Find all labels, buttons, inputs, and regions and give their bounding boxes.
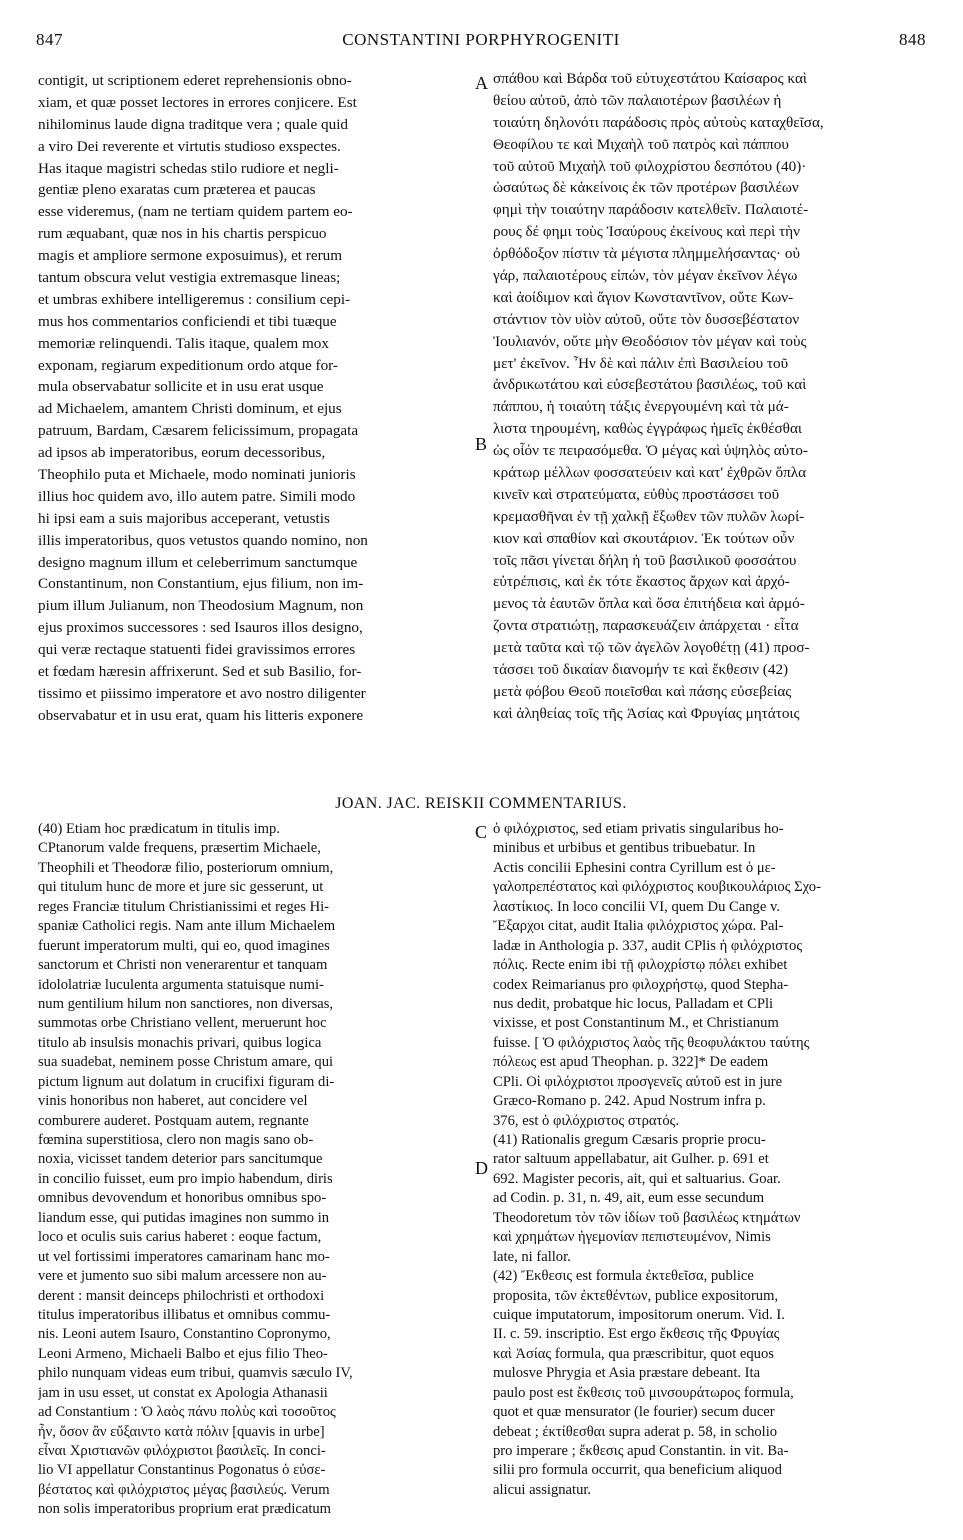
latin-text-column — [38, 70, 471, 727]
text-line: illius hoc quidem avo, illo autem patre. Simili modo — [38, 487, 356, 505]
text-line: in concilio fuisset, eum pro impio habendum, diris — [38, 1170, 333, 1187]
text-line: jam in usu esset, ut constat ex Apologia Athanasii — [38, 1384, 328, 1401]
text-line: Constantinum, non Constantium, ejus filium, non im- — [38, 575, 364, 593]
text-line: Theophili et Theodoræ filio, posteriorum omnium, — [38, 859, 334, 876]
text-line: summotas orbe Christiano vellent, meruerunt hoc — [38, 1015, 327, 1032]
greek-text-column — [493, 68, 933, 725]
text-line: pro imperare ; ἔκθεσις apud Constantin. in vit. Ba- — [493, 1443, 789, 1459]
text-line: ad ipsos ab imperatoribus, eorum decessoribus, — [38, 444, 326, 462]
margin-marker-a: A — [475, 73, 488, 93]
text-line: κινεῖν καὶ στρατεύματα, εὐθὺς προστάσσει τοῦ — [493, 485, 780, 503]
text-line: μενος τὰ ἑαυτῶν ὅπλα καὶ ὅσα ἐπιτήδεια καὶ ἁρμό- — [493, 595, 805, 613]
margin-marker-c: C — [475, 822, 488, 842]
text-line: (40) Etiam hoc prædicatum in titulis imp. — [38, 821, 280, 837]
text-line: Ἰουλιανόν, οὔτε μὴν Θεοδόσιον τὸν μέγαν καὶ τοὺς — [493, 332, 807, 350]
text-line: qui titulum hunc de more et jure sic gesserunt, ut — [38, 879, 324, 896]
text-line: comburere auderet. Postquam autem, regnante — [38, 1112, 309, 1129]
text-line: pium illum Julianum, non Theodosium Magnum, non — [38, 597, 364, 615]
text-line: II. c. 59. inscriptio. Est ergo ἔκθεσις τῆς Φρυγίας — [493, 1326, 780, 1343]
text-line: alicui assignatur. — [493, 1481, 592, 1498]
text-line: contigit, ut scriptionem ederet reprehensionis obno- — [38, 72, 352, 89]
text-line: CPtanorum valde frequens, præsertim Michaele, — [38, 840, 321, 857]
text-line: spaniæ Catholici regis. Nam ante illum Michaelem — [38, 918, 336, 935]
page-number-left: 847 — [36, 30, 63, 49]
text-line: Leoni Armeno, Michaeli Balbo et ejus filio Theo- — [38, 1345, 328, 1362]
text-line: rator saltuum appellabatur, ait Gulher. p. 691 et — [493, 1151, 769, 1168]
text-line: illis imperatoribus, quos vetustos quando nomino, non — [38, 531, 368, 549]
text-line: Græco-Romano p. 242. Apud Nostrum infra p. — [493, 1093, 766, 1110]
text-line: mula observabatur sollicite et in usu erat usque — [38, 378, 324, 396]
text-line: CPli. Οἱ φιλόχριστοι προσγενεῖς αὐτοῦ est in jure — [493, 1073, 783, 1090]
text-line: ad Michaelem, amantem Christi dominum, et ejus — [38, 400, 342, 418]
text-line: λαστίκιος. In loco concilii VI, quem Du Cange v. — [493, 898, 780, 915]
margin-marker-b: B — [475, 434, 488, 454]
text-line: rum æquabant, quæ nos in his chartis perspicuo — [38, 225, 327, 243]
text-line: Has itaque magistri schedas stilo rudiore et negli- — [38, 159, 339, 177]
text-line: τοιαύτη δηλονότι παράδοσις πρὸς αὐτοὺς καταχθεῖσα, — [493, 113, 824, 131]
text-line: tantum obscura velut vestigia extremasque lineas; — [38, 269, 341, 287]
text-line: vere et jumento suo sibi malum arcessere non au- — [38, 1268, 327, 1285]
text-line: ejus proximos successores : sed Isauros illos designo, — [38, 619, 363, 637]
text-line: κρεμασθῆναι ἐν τῇ χαλκῇ ἔξωθεν τῶν πυλῶν λωρί- — [493, 507, 805, 525]
text-line: fuerunt imperatorum multi, qui eo, quod imagines — [38, 937, 330, 954]
text-line: τάσσει τοῦ δικαίαν διανομήν τε καὶ ἔκθεσιν (42) — [493, 661, 789, 679]
text-line: πόλις. Recte enim ibi τῇ φιλοχρίστῳ πόλει exhibet — [493, 957, 788, 974]
text-line: titulo ab insulsis monachis privari, quibus logica — [38, 1034, 322, 1051]
text-line: λιστα τηρουμένη, καθὼς ἐγγράφως ἡμεῖς ἐκθέσθαι — [493, 420, 802, 438]
text-line: εὐτρέπισις, καὶ ἐκ τότε ἕκαστος ἄρχων καὶ ἀρχό- — [493, 573, 790, 591]
text-line: γαλοπρεπέστατος καὶ φιλόχριστος κουβικουλάριος Σχο- — [493, 879, 821, 896]
text-line: μετ' ἐκεῖνον. Ἦν δὲ καὶ πάλιν ἐπὶ Βασιλείου τοῦ — [493, 354, 789, 372]
text-line: tissimo et piissimo imperatore et avo nostro diligenter — [38, 684, 366, 702]
text-line: cuique imputatorum, impositorum onerum. Vid. I. — [493, 1306, 785, 1323]
text-line: μετὰ ταῦτα καὶ τῷ τῶν ἀγελῶν λογοθέτῃ (41) προσ- — [493, 639, 810, 657]
text-line: patruum, Bardam, Cæsarem felicissimum, propagata — [38, 422, 359, 440]
text-line: Ἔξαρχοι citat, audit Italia φιλόχριστος χώρα. Pal- — [493, 918, 784, 935]
commentary-right-column — [493, 820, 933, 1500]
text-line: (41) Rationalis gregum Cæsaris proprie procu- — [493, 1132, 766, 1148]
text-line: 692. Magister pecoris, ait, qui et saltuarius. Goar. — [493, 1170, 781, 1187]
text-line: (42) Ἔκθεσις est formula ἐκτεθεῖσα, publice — [493, 1268, 754, 1285]
text-line: philo nunquam videas eum tribui, quamvis sæculo IV, — [38, 1365, 353, 1382]
text-line: paulo post est ἔκθεσις τοῦ μινσουράτωρος formula, — [493, 1384, 794, 1401]
text-line: idololatriæ luculenta argumenta statuisque numi- — [38, 976, 324, 993]
text-line: memoriæ relinquendi. Talis itaque, qualem mox — [38, 334, 329, 352]
text-line: xiam, et quæ posset lectores in errores conjicere. Est — [38, 93, 357, 111]
text-line: θείου αὐτοῦ, ἀπὸ τῶν παλαιοτέρων βασιλέων ἡ — [493, 91, 782, 109]
text-line: καὶ Ἀσίας formula, qua præscribitur, quot equos — [493, 1345, 774, 1362]
text-line: καὶ χρημάτων ἡγεμονίαν πεπιστευμένον, Nimis — [493, 1229, 771, 1246]
text-line: liandum esse, qui putidas imagines non summo in — [38, 1209, 330, 1226]
text-line: esse videremus, (nam ne tertiam quidem partem eo- — [38, 203, 353, 221]
margin-marker-d: D — [475, 1158, 488, 1178]
text-line: μετὰ φόβου Θεοῦ ποιεῖσθαι καὶ πάσης εὐσεβείας — [493, 682, 792, 700]
text-line: et umbras exhibere intelligeremus : consilium cepi- — [38, 290, 351, 308]
text-line: late, ni fallor. — [493, 1248, 571, 1265]
commentary-heading: JOAN. JAC. REISKII COMMENTARIUS. — [335, 795, 627, 812]
text-line: sanctorum et Christi non venerarentur et tanquam — [38, 957, 328, 974]
text-line: non solis imperatoribus proprium erat prædicatum — [38, 1501, 332, 1518]
text-line: observabatur et in usu erat, quam his litteris exponere — [38, 706, 364, 724]
commentary-left-column — [38, 820, 472, 1520]
page-header — [36, 30, 926, 54]
text-line: ἀνδρικωτάτου καὶ εὐσεβεστάτου βασιλέως, τοῦ καὶ — [493, 376, 807, 394]
text-line: loco et oculis suis carius haberet : eoque factum, — [38, 1229, 322, 1246]
text-line: ἦν, ὅσον ἂν εὔξαιντο κατὰ πόλιν [quavis in urbe] — [38, 1423, 325, 1440]
text-line: noxia, vicisset tandem deterior pars sancitumque — [38, 1151, 323, 1168]
text-line: gentiæ pleno exaratas cum præterea et paucas — [38, 181, 316, 199]
text-line: ut vel fortissimi imperatores camarinam hanc mo- — [38, 1248, 330, 1265]
text-line: ὡς οἷόν τε πειρασόμεθα. Ὁ μέγας καὶ ὑψηλὸς αὐτο- — [493, 442, 808, 460]
text-line: εἶναι Χριστιανῶν φιλόχριστοι βασιλεῖς. In conci- — [38, 1443, 326, 1459]
text-line: πάππου, ἡ τοιαύτη τάξις ἐνεργουμένη καὶ τὰ μά- — [493, 398, 789, 416]
text-line: exponam, regiarum expeditionum ordo atque for- — [38, 356, 338, 374]
text-line: vixisse, et post Constantinum M., et Christianum — [493, 1015, 779, 1032]
text-line: σπάθου καὶ Βάρδα τοῦ εὐτυχεστάτου Καίσαρος καὶ — [493, 70, 807, 87]
text-line: proposita, τῶν ἐκτεθέντων, publice expositorum, — [493, 1287, 779, 1304]
text-line: silii pro formula occurrit, qua beneficium aliquod — [493, 1462, 782, 1479]
text-line: magis et ampliore sermone exposuimus), et rerum — [38, 247, 343, 265]
text-line: quot et quæ mensurator (le fourier) secum ducer — [493, 1404, 775, 1421]
text-line: nus dedit, probatque hic locus, Palladam et CPli — [493, 995, 774, 1012]
text-line: vinis honoribus non haberet, aut concidere vel — [38, 1093, 308, 1110]
text-line: γάρ, παλαιοτέρους εἰπών, τὸν μέγαν ἐκεῖνον λέγω — [493, 267, 798, 285]
text-line: ad Constantium : Ὁ λαὸς πάνυ πολὺς καὶ τοσοῦτος — [38, 1404, 336, 1421]
text-line: codex Reimarianus pro φιλοχρήστῳ, quod Stepha- — [493, 976, 789, 993]
text-line: debeat ; ἐκτίθεσθαι supra aderat p. 58, in scholio — [493, 1423, 778, 1440]
text-line: reges Franciæ titulum Christianissimi et reges Hi- — [38, 898, 330, 915]
text-line: nis. Leoni autem Isauro, Constantino Copronymo, — [38, 1326, 331, 1343]
text-line: τοῖς πᾶσι γίνεται δήλη ἡ τοῦ βασιλικοῦ φοσσάτου — [493, 551, 797, 569]
text-line: omnibus devovendum et honoribus omnibus spo- — [38, 1190, 327, 1207]
text-line: mulosve Phrygia et Asia præstare debeant. Ita — [493, 1365, 761, 1382]
text-line: mus hos commentarios conficiendi et tibi tuæque — [38, 312, 337, 330]
text-line: στάντιον τὸν υἱὸν αὐτοῦ, οὔτε τὸν δυσσεβέστατον — [493, 310, 800, 328]
text-line: ὁ φιλόχριστος, sed etiam privatis singularibus ho- — [493, 821, 784, 837]
text-line: καὶ ἀληθείας τοῖς τῆς Ἀσίας καὶ Φρυγίας μητάτοις — [493, 704, 800, 722]
text-line: βέστατος καὶ φιλόχριστος μέγας βασιλεύς. Verum — [38, 1481, 330, 1498]
text-line: ρους δέ φημι τοὺς Ἰσαύρους ἐκείνους καὶ περὶ τὴν — [493, 223, 800, 241]
text-line: τοῦ αὐτοῦ Μιχαὴλ τοῦ φιλοχρίστου δεσπότου (40)· — [493, 157, 807, 175]
page-number-right: 848 — [899, 30, 926, 49]
text-line: hi ipsi eam a suis majoribus acceperant, vetustis — [38, 509, 330, 527]
text-line: pictum lignum aut dolatum in crucifixi figuram di- — [38, 1073, 335, 1090]
text-line: ad Codin. p. 31, n. 49, ait, eum esse secundum — [493, 1190, 765, 1207]
text-line: ὀρθόδοξον πίστιν τὰ μέγιστα πλημμελήσαντας· οὐ — [493, 245, 800, 263]
text-line: Θεοφίλου τε καὶ Μιχαὴλ τοῦ πατρὸς καὶ πάππου — [493, 135, 789, 153]
text-line: κράτωρ μέλλων φοσσατεύειν καὶ κατ' ἐχθρῶν ὅπλα — [493, 464, 807, 482]
text-line: καὶ ἀοίδιμον καὶ ἅγιον Κωνσταντῖνον, οὔτε Κων- — [493, 288, 794, 306]
text-line: titulus imperatoribus illibatus et omnibus commu- — [38, 1306, 331, 1323]
text-line: fœmina superstitiosa, clero non magis sano ob- — [38, 1132, 314, 1148]
text-line: minibus et urbibus et gentibus tribuebatur. In — [493, 840, 756, 857]
text-line: ζοντα στρατιώτῃ, παρασκευάζειν ἀπάρχεται · εἶτα — [493, 617, 799, 635]
text-line: sua suadebat, neminem posse Christum amare, qui — [38, 1054, 334, 1071]
text-line: qui veræ rectaque statuenti fidei gravissimos errores — [38, 641, 356, 659]
text-line: derent : mansit deinceps philochristi et orthodoxi — [38, 1287, 325, 1304]
text-line: Actis concilii Ephesini contra Cyrillum est ὁ με- — [493, 859, 776, 876]
text-line: lio VI appellatur Constantinus Pogonatus ὁ εὐσε- — [38, 1462, 326, 1479]
text-line: a viro Dei reverente et virtutis studioso exspectes. — [38, 137, 341, 155]
text-line: et fœdam hæresin affrixerunt. Sed et sub Basilio, for- — [38, 663, 362, 681]
text-line: Theophilo puta et Michaele, modo nominati junioris — [38, 466, 356, 484]
text-line: πόλεως est apud Theophan. p. 322]* De eadem — [493, 1054, 769, 1071]
text-line: num gentilium hilum non sanctiores, non diversas, — [38, 995, 334, 1012]
text-line: φημὶ τὴν τοιαύτην παράδοσιν κατελθεῖν. Παλαιοτέ- — [493, 201, 809, 219]
text-line: ὡσαύτως δὲ κἀκείνοις ἐκ τῶν προτέρων βασιλέων — [493, 179, 799, 197]
text-line: Theodoretum τὸν τῶν ἰδίων τοῦ βασιλέως κτημάτων — [493, 1209, 801, 1226]
text-line: nihilominus laude digna traditque vera ; quale quid — [38, 115, 349, 133]
running-title: CONSTANTINI PORPHYROGENITI — [342, 30, 620, 49]
text-line: ladæ in Anthologia p. 337, audit CPlis ἡ φιλόχριστος — [493, 937, 803, 954]
text-line: κιον καὶ σπαθίον καὶ σκουτάριον. Ἐκ τούτων οὖν — [493, 529, 795, 547]
text-line: designo magnum illum et celeberrimum sanctumque — [38, 553, 358, 571]
text-line: fuisse. [ Ὁ φιλόχριστος λαὸς τῆς θεοφυλάκτου ταύτης — [493, 1034, 810, 1051]
text-line: 376, est ὁ φιλόχριστος στρατός. — [493, 1112, 680, 1129]
